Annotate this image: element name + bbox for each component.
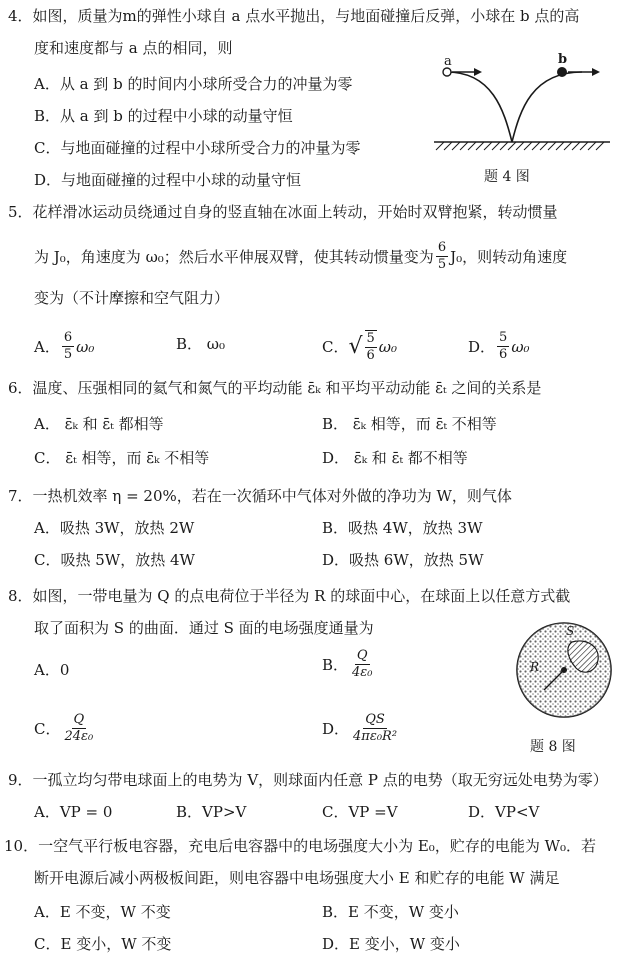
q8-stem-line2: 取了面积为 S 的曲面．通过 S 面的电场强度通量为 [34,619,374,637]
q10-option-a: A．E 不变，W 不变 [34,903,171,921]
q8-sphere-figure [514,620,614,720]
q8-option-a: A．0 [34,661,70,679]
q5-inertia-fraction [436,240,448,273]
q9-option-a: A．VP = 0 [34,803,113,821]
q8-fig-label-s: S [566,624,575,638]
q10-stem-line2: 断开电源后减小两极板间距，则电容器中电场强度大小 E 和贮存的电能 W 满足 [34,869,560,887]
q5-option-d-omega: ω₀ [511,337,530,356]
q5-option-a-num: 6 [63,330,73,345]
q4-option-a: A．从 a 到 b 的时间内小球所受合力的冲量为零 [34,75,353,93]
q5-option-b: B． ω₀ [176,335,226,353]
q7-option-c: C．吸热 5W，放热 4W [34,551,195,569]
q5-option-a-fraction [62,330,74,363]
q6-stem: 6．温度、压强相同的氦气和氮气的平均动能 ε̄ₖ 和平均平动动能 ε̄ₜ 之间的关系是 [8,379,542,397]
q4-stem-line1: 4．如图，质量为m的弹性小球自 a 点水平抛出，与地面碰撞后反弹，小球在 b 点的高 [8,7,580,25]
q4-stem-line2: 度和速度都与 a 点的相同，则 [34,39,233,57]
q7-stem: 7．一热机效率 η = 20%，若在一次循环中气体对外做的净功为 W，则气体 [8,487,512,505]
q5-stem-line2-start: 为 J₀，角速度为 ω₀；然后水平伸展双臂，使其转动惯量变为 [34,247,434,266]
q5-option-c-label: C． [322,338,349,356]
q8-option-c-den: 24ε₀ [64,729,94,744]
q5-option-a-omega: ω₀ [76,337,95,356]
q5-stem-line3: 变为（不计摩擦和空气阻力） [34,289,230,307]
q4-option-c: C．与地面碰撞的过程中小球所受合力的冲量为零 [34,139,361,157]
q5-option-c-num: 5 [366,331,375,346]
q5-option-c-omega: ω₀ [378,338,398,356]
q10-option-d: D．E 变小，W 变小 [322,935,460,953]
q5-option-a [34,330,94,363]
q5-inertia-num: 6 [437,240,447,255]
q8-option-b-label: B． [322,655,349,674]
q6-option-b: B． ε̄ₖ 相等，而 ε̄ₜ 不相等 [322,415,497,433]
q5-option-c [322,330,397,364]
q5-option-d-fraction [497,330,509,363]
ball-b-icon [557,67,567,77]
q8-option-d-label: D． [322,719,350,738]
q7-option-b: B．吸热 4W，放热 3W [322,519,483,537]
q8-option-b-den: 4ε₀ [352,665,373,680]
q8-fig-label-r: R [530,660,540,674]
q10-option-c: C．E 变小，W 不变 [34,935,172,953]
q6-option-a: A． ε̄ₖ 和 ε̄ₜ 都相等 [34,415,164,433]
q4-fig-label-a: a [444,54,452,69]
q8-option-b-num: Q [356,648,368,663]
q5-option-d [468,330,530,363]
q5-option-a-den: 5 [63,347,73,362]
q5-option-c-den: 6 [366,348,375,363]
q5-stem-line2 [34,240,567,273]
q9-option-d: D．VP<V [468,803,540,821]
ball-a-icon [443,68,451,76]
q9-option-c: C．VP =V [322,803,398,821]
q7-option-d: D．吸热 6W，放热 5W [322,551,484,569]
q8-caption: 题 8 图 [530,739,576,755]
q4-figure [432,50,612,160]
q4-option-b: B．从 a 到 b 的过程中小球的动量守恒 [34,107,293,125]
q5-inertia-den: 5 [437,257,447,272]
q5-option-a-label: A． [34,337,60,356]
q8-option-d-fraction [351,712,399,745]
q4-caption: 题 4 图 [484,169,530,185]
q8-option-c-num: Q [73,712,85,727]
q8-option-b-fraction [350,648,374,681]
q8-option-d [322,712,401,745]
q4-option-d: D．与地面碰撞的过程中小球的动量守恒 [34,171,302,189]
q8-option-d-den: 4πε₀R² [353,729,398,744]
q5-option-c-fraction [365,330,377,364]
q5-option-d-den: 6 [499,347,508,362]
q5-stem-line2-end: J₀，则转动角速度 [450,247,568,266]
q8-option-c-label: C． [34,719,61,738]
q9-option-b: B．VP>V [176,803,247,821]
q8-option-c-fraction [62,712,95,745]
q5-stem-line1: 5．花样滑冰运动员绕通过自身的竖直轴在冰面上转动，开始时双臂抱紧，转动惯量 [8,203,558,221]
q6-option-d: D． ε̄ₖ 和 ε̄ₜ 都不相等 [322,449,468,467]
q8-option-c [34,712,97,745]
q10-stem-line1: 10．一空气平行板电容器，充电后电容器中的电场强度大小为 E₀，贮存的电能为 W₀．若 [4,837,597,855]
sqrt-icon: √ [348,334,363,359]
q8-stem-line1: 8．如图，一带电量为 Q 的点电荷位于半径为 R 的球面中心，在球面上以任意方式截 [8,587,571,605]
q7-option-a: A．吸热 3W，放热 2W [34,519,195,537]
q8-option-d-num: QS [365,712,385,727]
q4-fig-label-b: b [558,52,568,67]
q5-option-d-label: D． [468,337,496,356]
q10-option-b: B．E 不变，W 变小 [322,903,459,921]
q6-option-c: C． ε̄ₜ 相等，而 ε̄ₖ 不相等 [34,449,210,467]
q8-option-b [322,648,377,681]
q9-stem: 9．一孤立均匀带电球面上的电势为 V，则球面内任意 P 点的电势（取无穷远处电势为零） [8,771,608,789]
q5-option-d-num: 5 [499,330,508,345]
